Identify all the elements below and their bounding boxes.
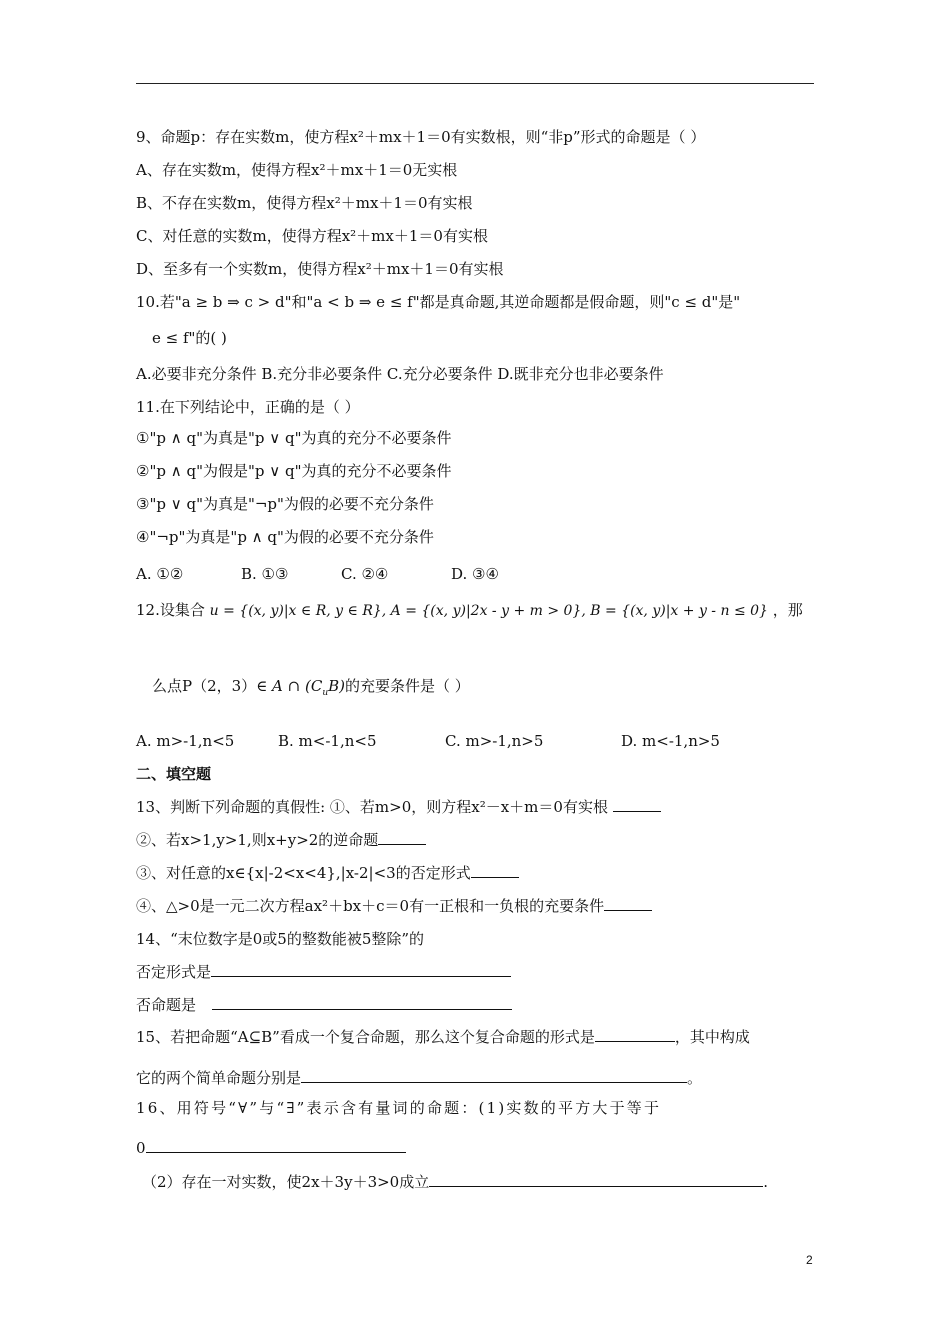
q13-item-1: 13、判断下列命题的真假性: ①、若m>0，则方程x²－x＋m＝0有实根 (136, 798, 608, 816)
q11-option-c: C. ②④ (341, 565, 389, 583)
q13-blank-3[interactable] (471, 863, 519, 878)
q16-line3 (142, 1172, 768, 1192)
q14-inverse-label: 否命题是 (136, 996, 197, 1014)
q16-blank-2[interactable] (429, 1172, 763, 1187)
q16-blank-1[interactable] (146, 1138, 406, 1153)
q12-option-a: A. m>-1,n<5 (136, 732, 235, 750)
q9-option-c: C、对任意的实数m，使得方程x²＋mx＋1＝0有实根 (136, 227, 488, 245)
q15-blank-simple[interactable] (301, 1068, 687, 1083)
q11-option-b: B. ①③ (241, 565, 289, 583)
q13-line3 (136, 863, 519, 883)
q14-stem: 14、“末位数字是0或5的整数能被5整除”的 (136, 930, 425, 948)
q9-option-b: B、不存在实数m，使得方程x²＋mx＋1＝0有实根 (136, 194, 473, 212)
q10-line1: 10.若"a ≥ b ⇒ c > d"和"a < b ⇒ e ≤ f"都是真命题,其逆命题都是假命题，则"c ≤ d"是" (136, 293, 741, 311)
q11-statement-2: ②"p ∧ q"为假是"p ∨ q"为真的充分不必要条件 (136, 462, 452, 480)
q15-stem: 15、若把命题“A⊆B”看成一个复合命题，那么这个复合命题的形式是 (136, 1028, 595, 1046)
q16-line1: 16、用符号“∀”与“∃”表示含有量词的命题：(1)实数的平方大于等于 (136, 1099, 662, 1117)
q11-statement-1: ①"p ∧ q"为真是"p ∨ q"为真的充分不必要条件 (136, 429, 452, 447)
q16-end-mark: . (763, 1173, 769, 1191)
section-heading-fill-in: 二、填空题 (136, 765, 212, 783)
q15-blank-form[interactable] (595, 1027, 675, 1042)
q13-item-2: ②、若x>1,y>1,则x+y>2的逆命题 (136, 831, 379, 849)
q12-options (136, 731, 720, 751)
q12-complement-subscript: u (322, 688, 329, 698)
q9-stem: 9、命题p：存在实数m，使方程x²＋mx＋1＝0有实数根，则“非p”形式的命题是（ ） (136, 128, 706, 146)
q16-item-2: （2）存在一对实数，使2x＋3y＋3>0成立 (142, 1173, 430, 1191)
q11-statement-4: ④"¬p"为真是"p ∧ q"为假的必要不充分条件 (136, 528, 434, 546)
q13-line2 (136, 830, 426, 850)
q11-option-a: A. ①② (136, 565, 184, 583)
q12-option-b: B. m<-1,n<5 (278, 732, 377, 750)
q12-option-c: C. m>-1,n>5 (445, 732, 544, 750)
q15-line2 (136, 1068, 702, 1088)
q12-line2-suffix: 的充要条件是（ ） (345, 677, 470, 695)
q16-line2 (136, 1138, 406, 1158)
q12-option-d: D. m<-1,n>5 (621, 732, 720, 750)
q11-option-d: D. ③④ (451, 565, 499, 583)
page-number: 2 (806, 1253, 813, 1267)
q13-blank-2[interactable] (378, 830, 426, 845)
q12-line2-prefix: 么点P（2，3） (152, 677, 257, 695)
q14-negation-blank[interactable] (211, 962, 511, 977)
q12-membership: ∈ A ∩ (C (256, 677, 323, 695)
q13-line1 (136, 797, 661, 817)
q12-set-definitions: u = {(x, y)|x ∈ R, y ∈ R}, A = {(x, y)|2x - y + m > 0}, B = {(x, y)|x + y - n ≤ 0} (209, 603, 768, 619)
q15-stem-cont: ，其中构成 (674, 1028, 750, 1046)
q12-line1 (136, 600, 803, 621)
q12-line1-suffix: ，那 (772, 601, 803, 619)
q13-blank-1[interactable] (613, 797, 661, 812)
q13-blank-4[interactable] (604, 896, 652, 911)
q13-item-4: ④、△>0是一元二次方程ax²＋bx＋c＝0有一正根和一负根的充要条件 (136, 897, 605, 915)
q11-stem: 11.在下列结论中，正确的是（ ） (136, 398, 360, 416)
q9-option-d: D、至多有一个实数m，使得方程x²＋mx＋1＝0有实根 (136, 260, 504, 278)
q13-line4 (136, 896, 652, 916)
q14-negation-line (136, 962, 511, 982)
q10-line2: e ≤ f"的( ) (152, 329, 227, 347)
header-rule (136, 83, 814, 84)
q9-option-a: A、存在实数m，使得方程x²＋mx＋1＝0无实根 (136, 161, 458, 179)
q11-statement-3: ③"p ∨ q"为真是"¬p"为假的必要不充分条件 (136, 495, 434, 513)
q12-membership-end: B) (328, 677, 345, 695)
q12-line2 (152, 676, 470, 703)
q15-end-mark: 。 (687, 1069, 703, 1087)
q14-negation-label: 否定形式是 (136, 963, 212, 981)
q15-sub-label: 它的两个简单命题分别是 (136, 1069, 302, 1087)
q14-inverse-line (136, 995, 512, 1015)
q11-options (136, 564, 499, 584)
q13-item-3: ③、对任意的x∈{x|-2<x<4},|x-2|<3的否定形式 (136, 864, 471, 882)
q12-line1-prefix: 12.设集合 (136, 601, 205, 619)
q10-options: A.必要非充分条件 B.充分非必要条件 C.充分必要条件 D.既非充分也非必要条件 (136, 365, 664, 383)
q15-line1 (136, 1027, 750, 1047)
q14-inverse-blank[interactable] (212, 995, 512, 1010)
q16-item-1-start: 0 (136, 1139, 146, 1157)
